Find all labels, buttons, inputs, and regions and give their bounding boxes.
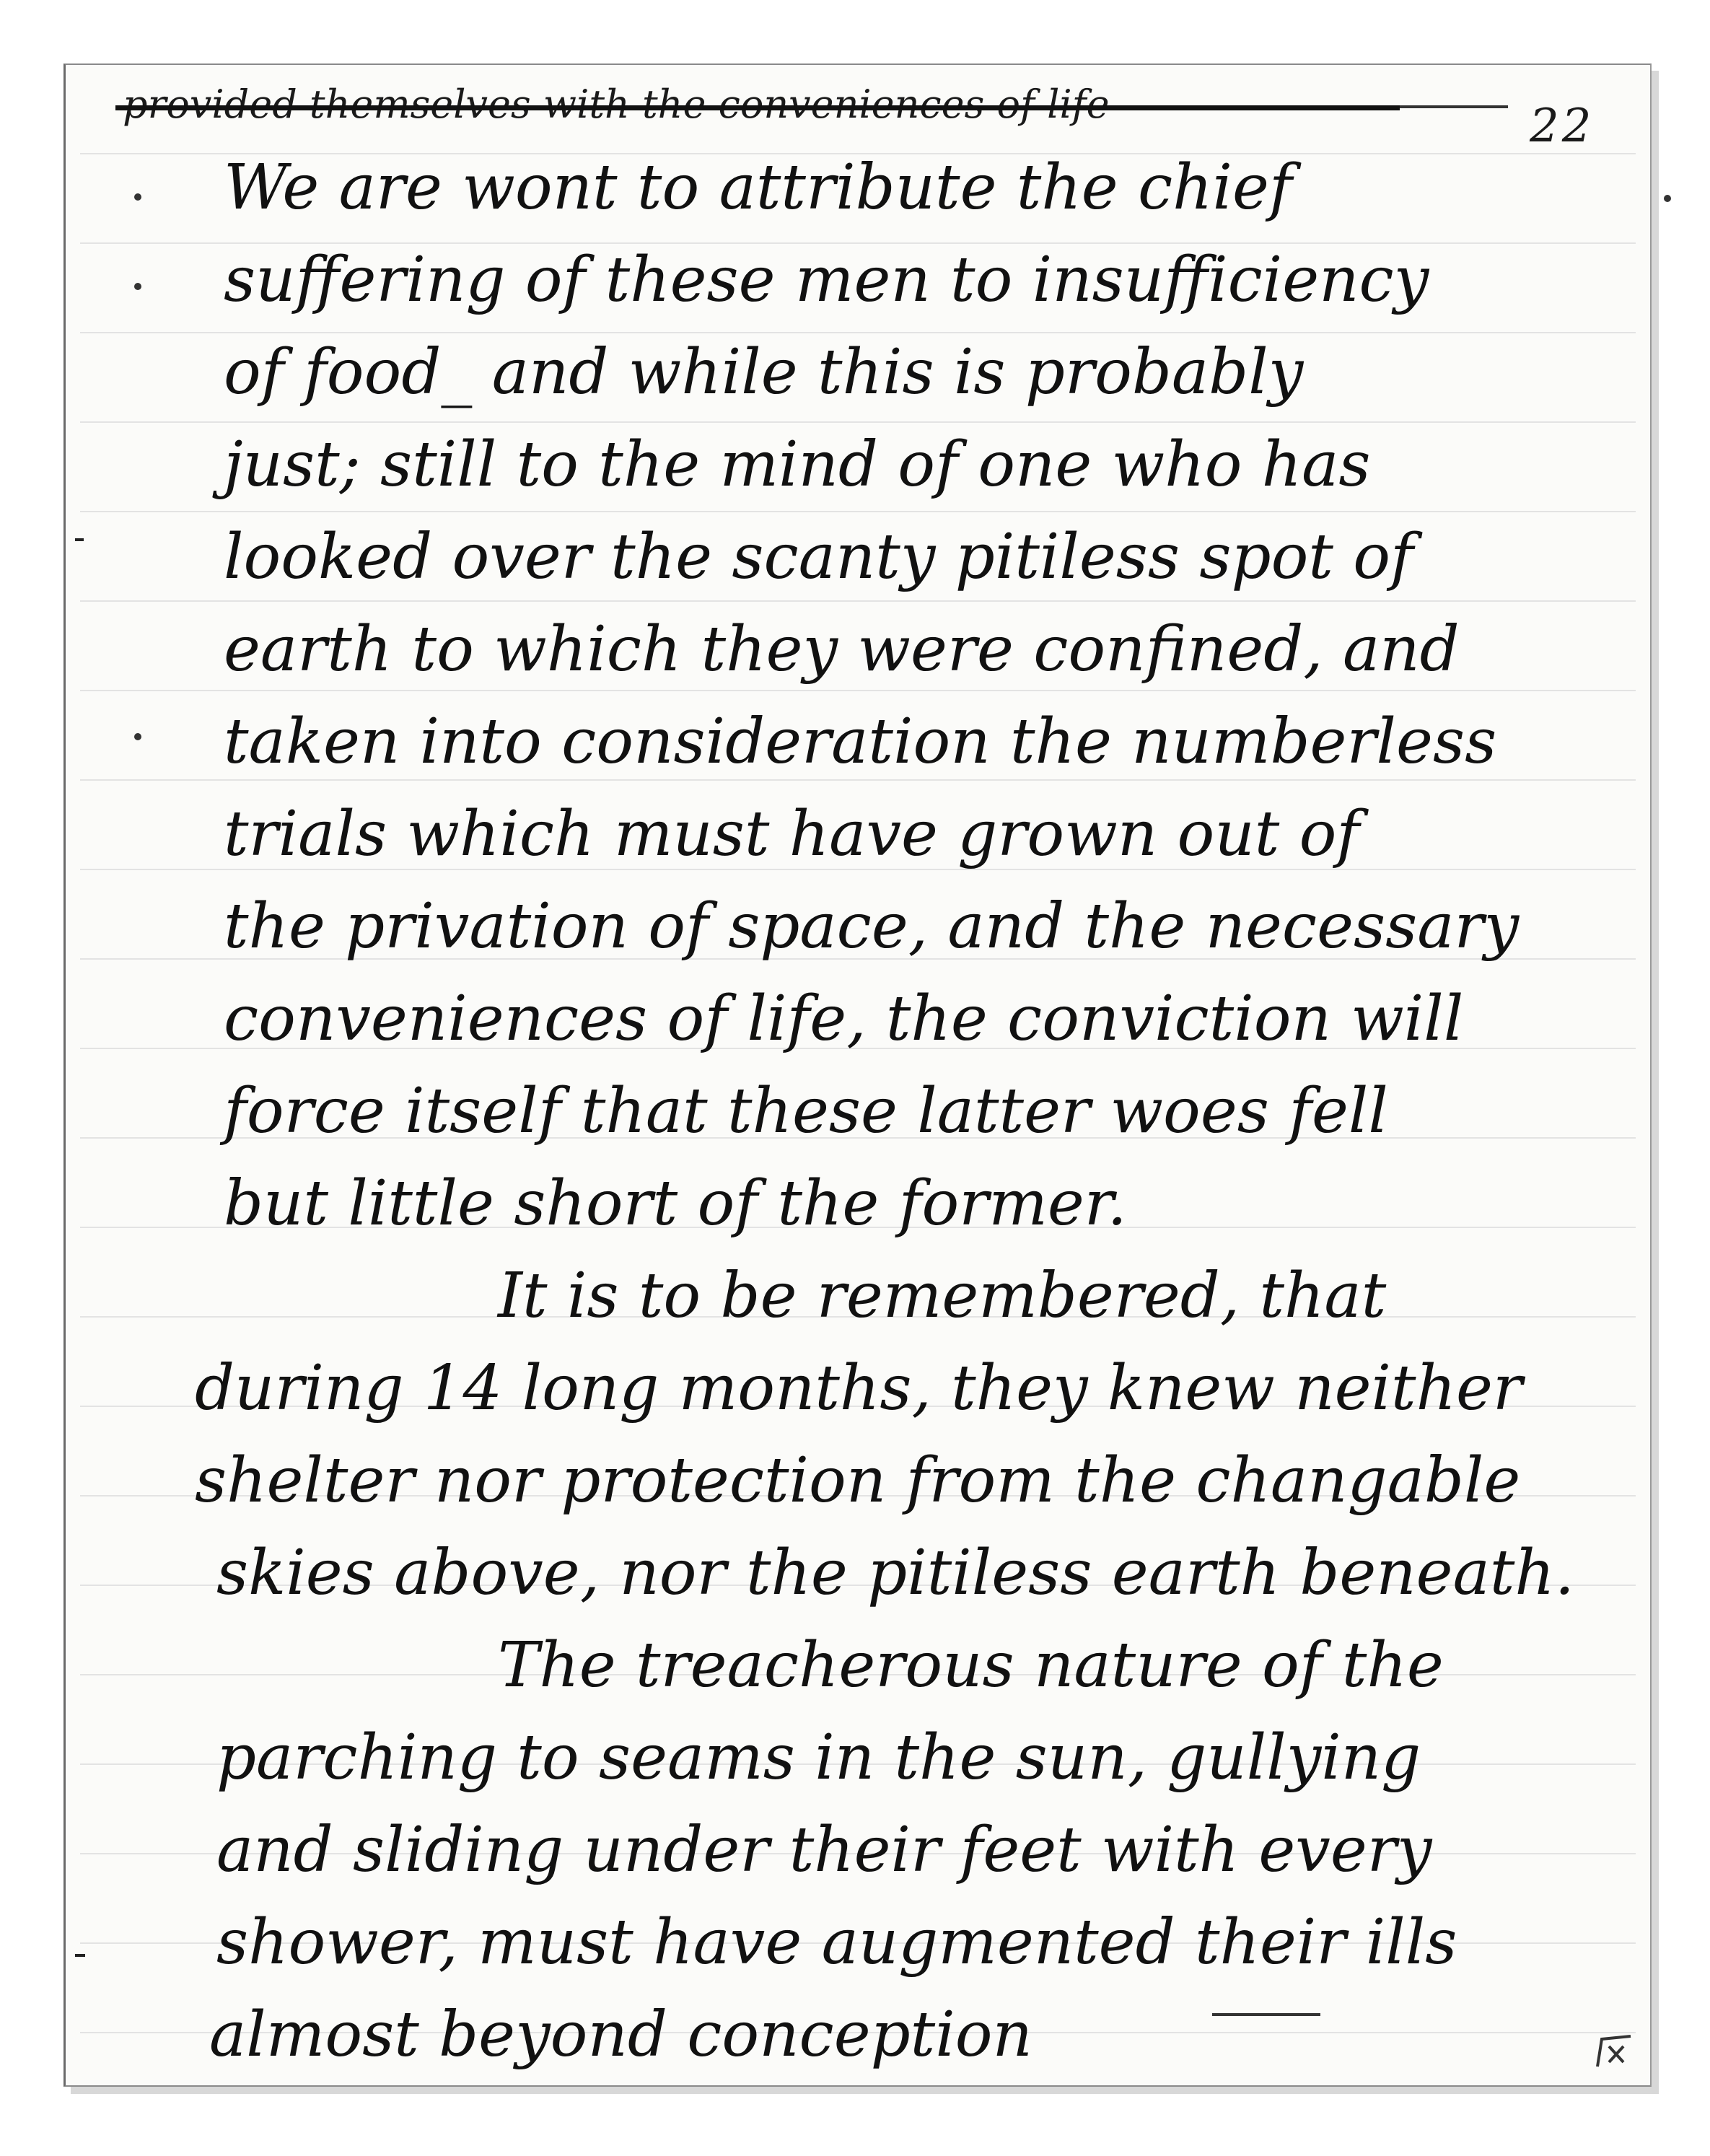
text-line-9: the privation of space, and the necessary: [224, 890, 1520, 963]
text-line-17: The treacherous nature of the: [498, 1629, 1444, 1701]
text-line-8: trials which must have grown out of: [224, 798, 1360, 870]
text-line-16: skies above, nor the pitiless earth beneath.: [216, 1537, 1575, 1609]
ruled-line: [80, 600, 1636, 602]
text-line-7: taken into consideration the numberless: [224, 706, 1497, 778]
margin-mark: [75, 1954, 85, 1957]
text-line-19: and sliding under their feet with every: [216, 1814, 1432, 1886]
text-line-6: earth to which they were confined, and: [224, 613, 1460, 685]
text-line-3: of food_ and while this is probably: [224, 336, 1304, 408]
margin-dot: [134, 193, 141, 201]
text-line-4: just; still to the mind of one who has: [224, 429, 1371, 501]
text-line-11: force itself that these latter woes fell: [224, 1075, 1388, 1147]
trailing-dash: [1400, 105, 1508, 108]
ruled-line: [80, 690, 1636, 691]
text-line-20: shower, must have augmented their ills: [216, 1906, 1457, 1978]
text-line-14: during 14 long months, they knew neither: [195, 1352, 1522, 1424]
ruled-line: [80, 779, 1636, 781]
text-line-18: parching to seams in the sun, gullying: [216, 1722, 1421, 1794]
ruled-line: [80, 511, 1636, 512]
strikethrough-stroke: [115, 105, 1400, 110]
struck-out-line: [123, 78, 1393, 131]
text-line-13: It is to be remembered, that: [498, 1260, 1387, 1332]
margin-dot: [134, 733, 141, 740]
text-line-2: suffering of these men to insufficiency: [224, 244, 1429, 316]
closing-dash: [1212, 2013, 1320, 2016]
text-line-21: almost beyond conception: [209, 1999, 1032, 2071]
text-line-10: conveniences of life, the conviction will: [224, 983, 1464, 1055]
ruled-line: [80, 332, 1636, 333]
text-line-12: but little short of the former.: [224, 1167, 1127, 1240]
corner-stamp-icon: [1592, 2029, 1635, 2072]
text-line-5: looked over the scanty pitiless spot of: [224, 521, 1413, 593]
text-line-1: We are wont to attribute the chief: [224, 152, 1292, 224]
ruled-line: [80, 421, 1636, 423]
struck-out-text: provided themselves with the conveniences of life: [123, 82, 1110, 127]
page-number: 22: [1530, 100, 1595, 153]
margin-dot: [134, 283, 141, 290]
margin-dot: [1664, 195, 1671, 202]
margin-mark: [75, 538, 84, 541]
text-line-15: shelter nor protection from the changable: [195, 1445, 1521, 1517]
